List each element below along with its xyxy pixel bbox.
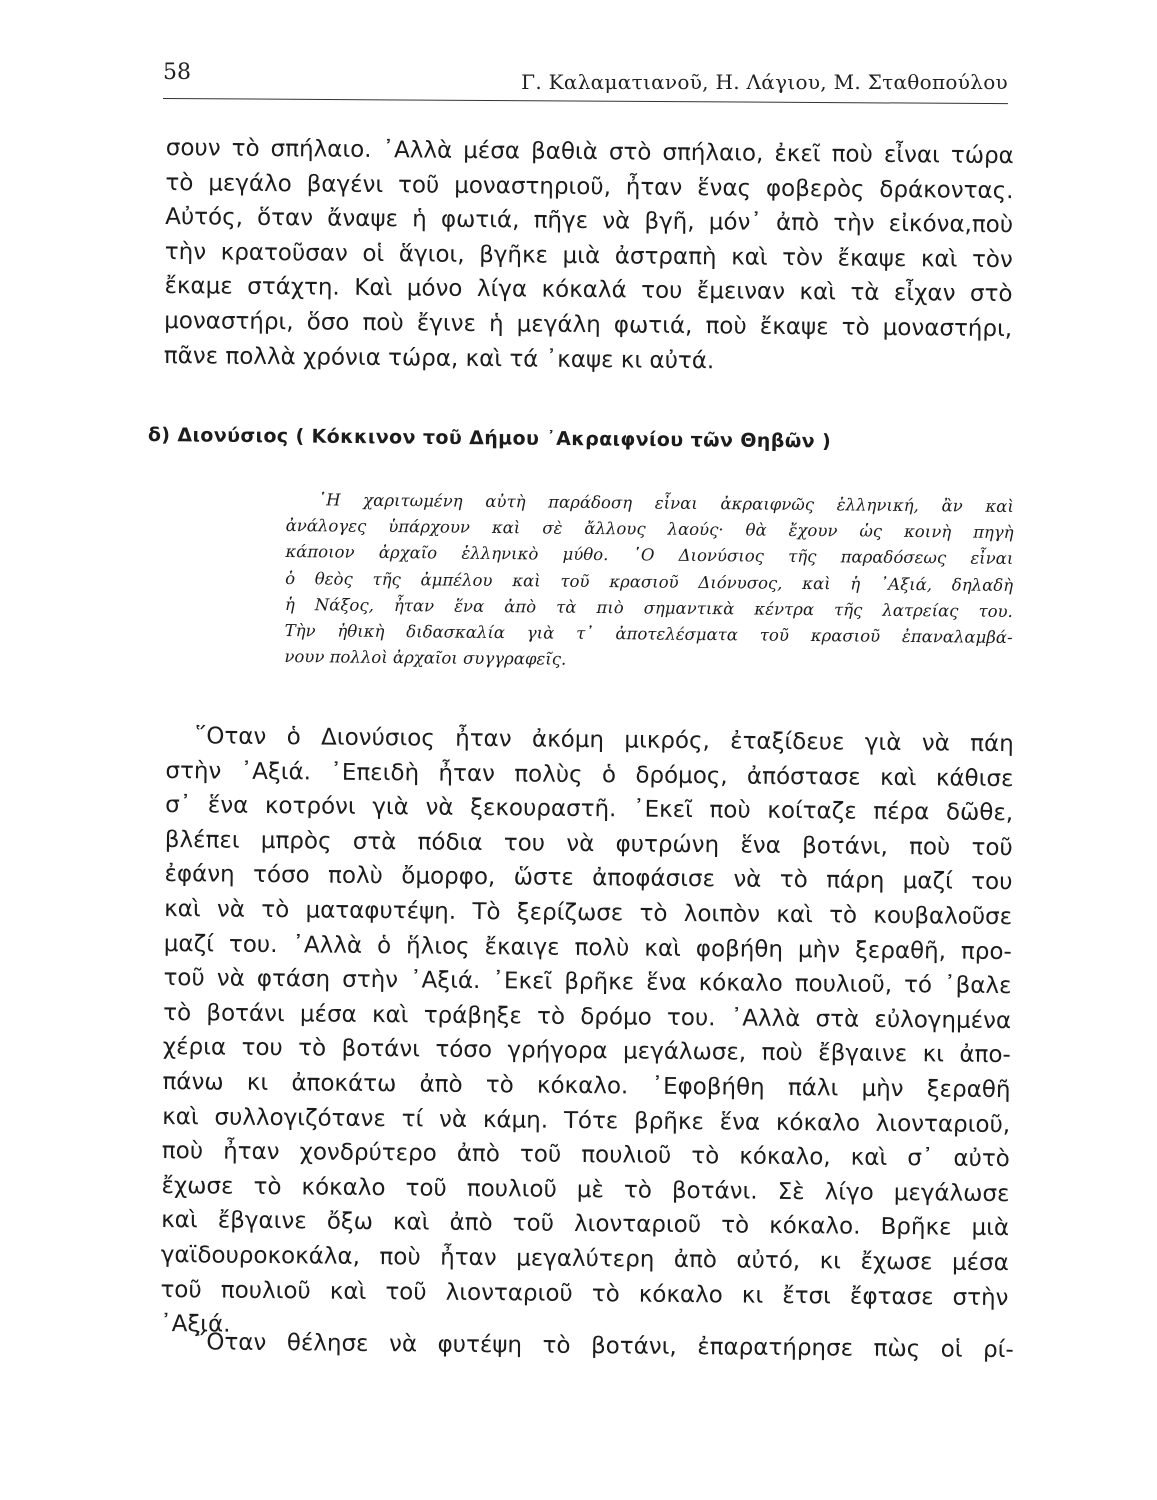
text-line: τὸ βοτάνι μέσα καὶ τράβηξε τὸ δρόμο του. ᾿Αλλὰ στὰ εὐλογημένα [163, 999, 1012, 1034]
page-header [163, 54, 1008, 100]
text-line: πᾶνε πολλὰ χρόνια τώρα, καὶ τά ᾿καψε κι αὐτά. [163, 342, 715, 374]
quote-line: ἀνάλογες ὑπάρχουν καὶ σὲ ἄλλους λαούς· θὰ ἔχουν ὡς κοινὴ πηγὴ [285, 516, 1014, 543]
text-line: ἔχωσε τὸ κόκαλο τοῦ πουλιοῦ μὲ τὸ βοτάνι. Σὲ λίγο μεγάλωσε [161, 1172, 1010, 1207]
text-line: βλέπει μπρὸς στὰ πόδια του νὰ φυτρώνη ἕνα βοτάνι, ποὺ τοῦ [164, 826, 1013, 861]
text-line: γαϊδουροκοκάλα, ποὺ ἦταν μεγαλύτερη ἀπὸ αὐτό, κι ἔχωσε μέσα [160, 1241, 1009, 1277]
text-line: ποὺ ἦταν χονδρύτερο ἀπὸ τοῦ πουλιοῦ τὸ κόκαλο, καὶ σ᾿ αὐτὸ [161, 1138, 1010, 1173]
page-number: 58 [163, 60, 191, 85]
text-line: χέρια του τὸ βοτάνι τόσο γρήγορα μεγάλωσε, ποὺ ἔβγαινε κι ἀπο- [162, 1034, 1011, 1069]
final-paragraph [166, 1325, 1014, 1368]
section-heading: δ) Διονύσιος ( Κόκκινον τοῦ Δήμου ᾿Ακραιφνίου τῶν Θηβῶν ) [147, 424, 832, 453]
text-line: μοναστήρι, ὅσο ποὺ ἔγινε ἡ μεγάλη φωτιά, ποὺ ἔκαψε τὸ μοναστήρι, [164, 307, 1013, 343]
text-line: τοῦ νὰ φτάση στὴν ᾿Αξιά. ᾿Εκεῖ βρῆκε ἕνα κόκαλο πουλιοῦ, τό ᾿βαλε [163, 965, 1012, 1000]
text-line: τὸ μεγάλο βαγένι τοῦ μοναστηριοῦ, ἦταν ἕνας φοβερὸς δράκοντας. [165, 169, 1014, 204]
text-line: σουν τὸ σπήλαιο. ᾿Αλλὰ μέσα βαθιὰ στὸ σπήλαιο, ἐκεῖ ποὺ εἶναι τώρα [165, 134, 1014, 170]
text-line: μαζί του. ᾿Αλλὰ ὁ ἥλιος ἔκαιγε πολὺ καὶ φοβήθη μὴν ξεραθῆ, προ- [163, 930, 1012, 965]
text-line: ἐφάνη τόσο πολὺ ὄμορφο, ὥστε ἀποφάσισε νὰ τὸ πάρη μαζί του [164, 861, 1013, 896]
text-line: τοῦ πουλιοῦ καὶ τοῦ λιονταριοῦ τὸ κόκαλο κι ἔτσι ἔφτασε στὴν [160, 1276, 1009, 1311]
quote-line: Τὴν ἠθικὴ διδασκαλία γιὰ τ᾿ ἀποτελέσματα τοῦ κρασιοῦ ἐπαναλαμβά- [284, 620, 1013, 647]
text-line: σ᾿ ἕνα κοτρόνι γιὰ νὰ ξεκουραστῆ. ᾿Εκεῖ ποὺ κοίταζε πέρα δῶθε, [165, 792, 1014, 827]
quote-line: ὁ θεὸς τῆς ἀμπέλου καὶ τοῦ κρασιοῦ Διόνυσος, καὶ ἡ ᾿Αξιά, δηλαδὴ [285, 568, 1014, 595]
text-line: καὶ ἔβγαινε ὄξω καὶ ἀπὸ τοῦ λιονταριοῦ τὸ κόκαλο. Βρῆκε μιὰ [161, 1207, 1010, 1242]
story-paragraph [160, 719, 1014, 1350]
intro-paragraph [164, 131, 1014, 381]
text-line: ῞Οταν ὁ Διονύσιος ἦταν ἀκόμη μικρός, ἐταξίδευε γιὰ νὰ πάη [194, 723, 1014, 758]
text-line: Αὐτός, ὅταν ἄναψε ἡ φωτιά, πῆγε νὰ βγῆ, μόν᾿ ἀπὸ τὴν εἰκόνα,ποὺ [165, 204, 1014, 239]
quote-line: ῾Η χαριτωμένη αὐτὴ παράδοση εἶναι ἀκραιφνῶς ἑλληνική, ἂν καὶ [317, 490, 1014, 516]
text-line: ῞Οταν θέλησε νὰ φυτέψη τὸ βοτάνι, ἐπαρατήρησε πὼς οἱ ρί- [194, 1329, 1014, 1364]
text-line: στὴν ᾿Αξιά. ᾿Επειδὴ ἦταν πολὺς ὁ δρόμος, ἀπόστασε καὶ κάθισε [165, 757, 1014, 792]
text-line: καὶ νὰ τὸ ματαφυτέψη. Τὸ ξερίζωσε τὸ λοιπὸν καὶ τὸ κουβαλοῦσε [164, 895, 1013, 931]
commentary-quote [284, 487, 1014, 677]
text-line: πάνω κι ἀποκάτω ἀπὸ τὸ κόκαλο. ᾿Εφοβήθη πάλι μὴν ξεραθῆ [162, 1068, 1011, 1104]
text-line: ἔκαμε στάχτη. Καὶ μόνο λίγα κόκαλά του ἔμειναν καὶ τὰ εἶχαν στὸ [164, 273, 1013, 308]
text-line: καὶ συλλογιζότανε τί νὰ κάμη. Τότε βρῆκε ἕνα κόκαλο λιονταριοῦ, [162, 1103, 1011, 1138]
text-line: τὴν κρατοῦσαν οἱ ἅγιοι, βγῆκε μιὰ ἀστραπὴ καὶ τὸν ἔκαψε καὶ τὸν [164, 238, 1013, 273]
quote-line: κάποιον ἀρχαῖο ἑλληνικὸ μύθο. ῾Ο Διονύσιος τῆς παραδόσεως εἶναι [285, 542, 1014, 569]
quote-line: νουν πολλοὶ ἀρχαῖοι συγγραφεῖς. [284, 647, 567, 669]
running-head: Γ. Καλαματιανοῦ, Η. Λάγιου, Μ. Σταθοπούλου [521, 70, 1008, 94]
text-line: ᾿Αξιά. [160, 1311, 231, 1338]
quote-line: ἡ Νάξος, ἦταν ἕνα ἀπὸ τὰ πιὸ σημαντικὰ κέντρα τῆς λατρείας του. [284, 594, 1013, 621]
